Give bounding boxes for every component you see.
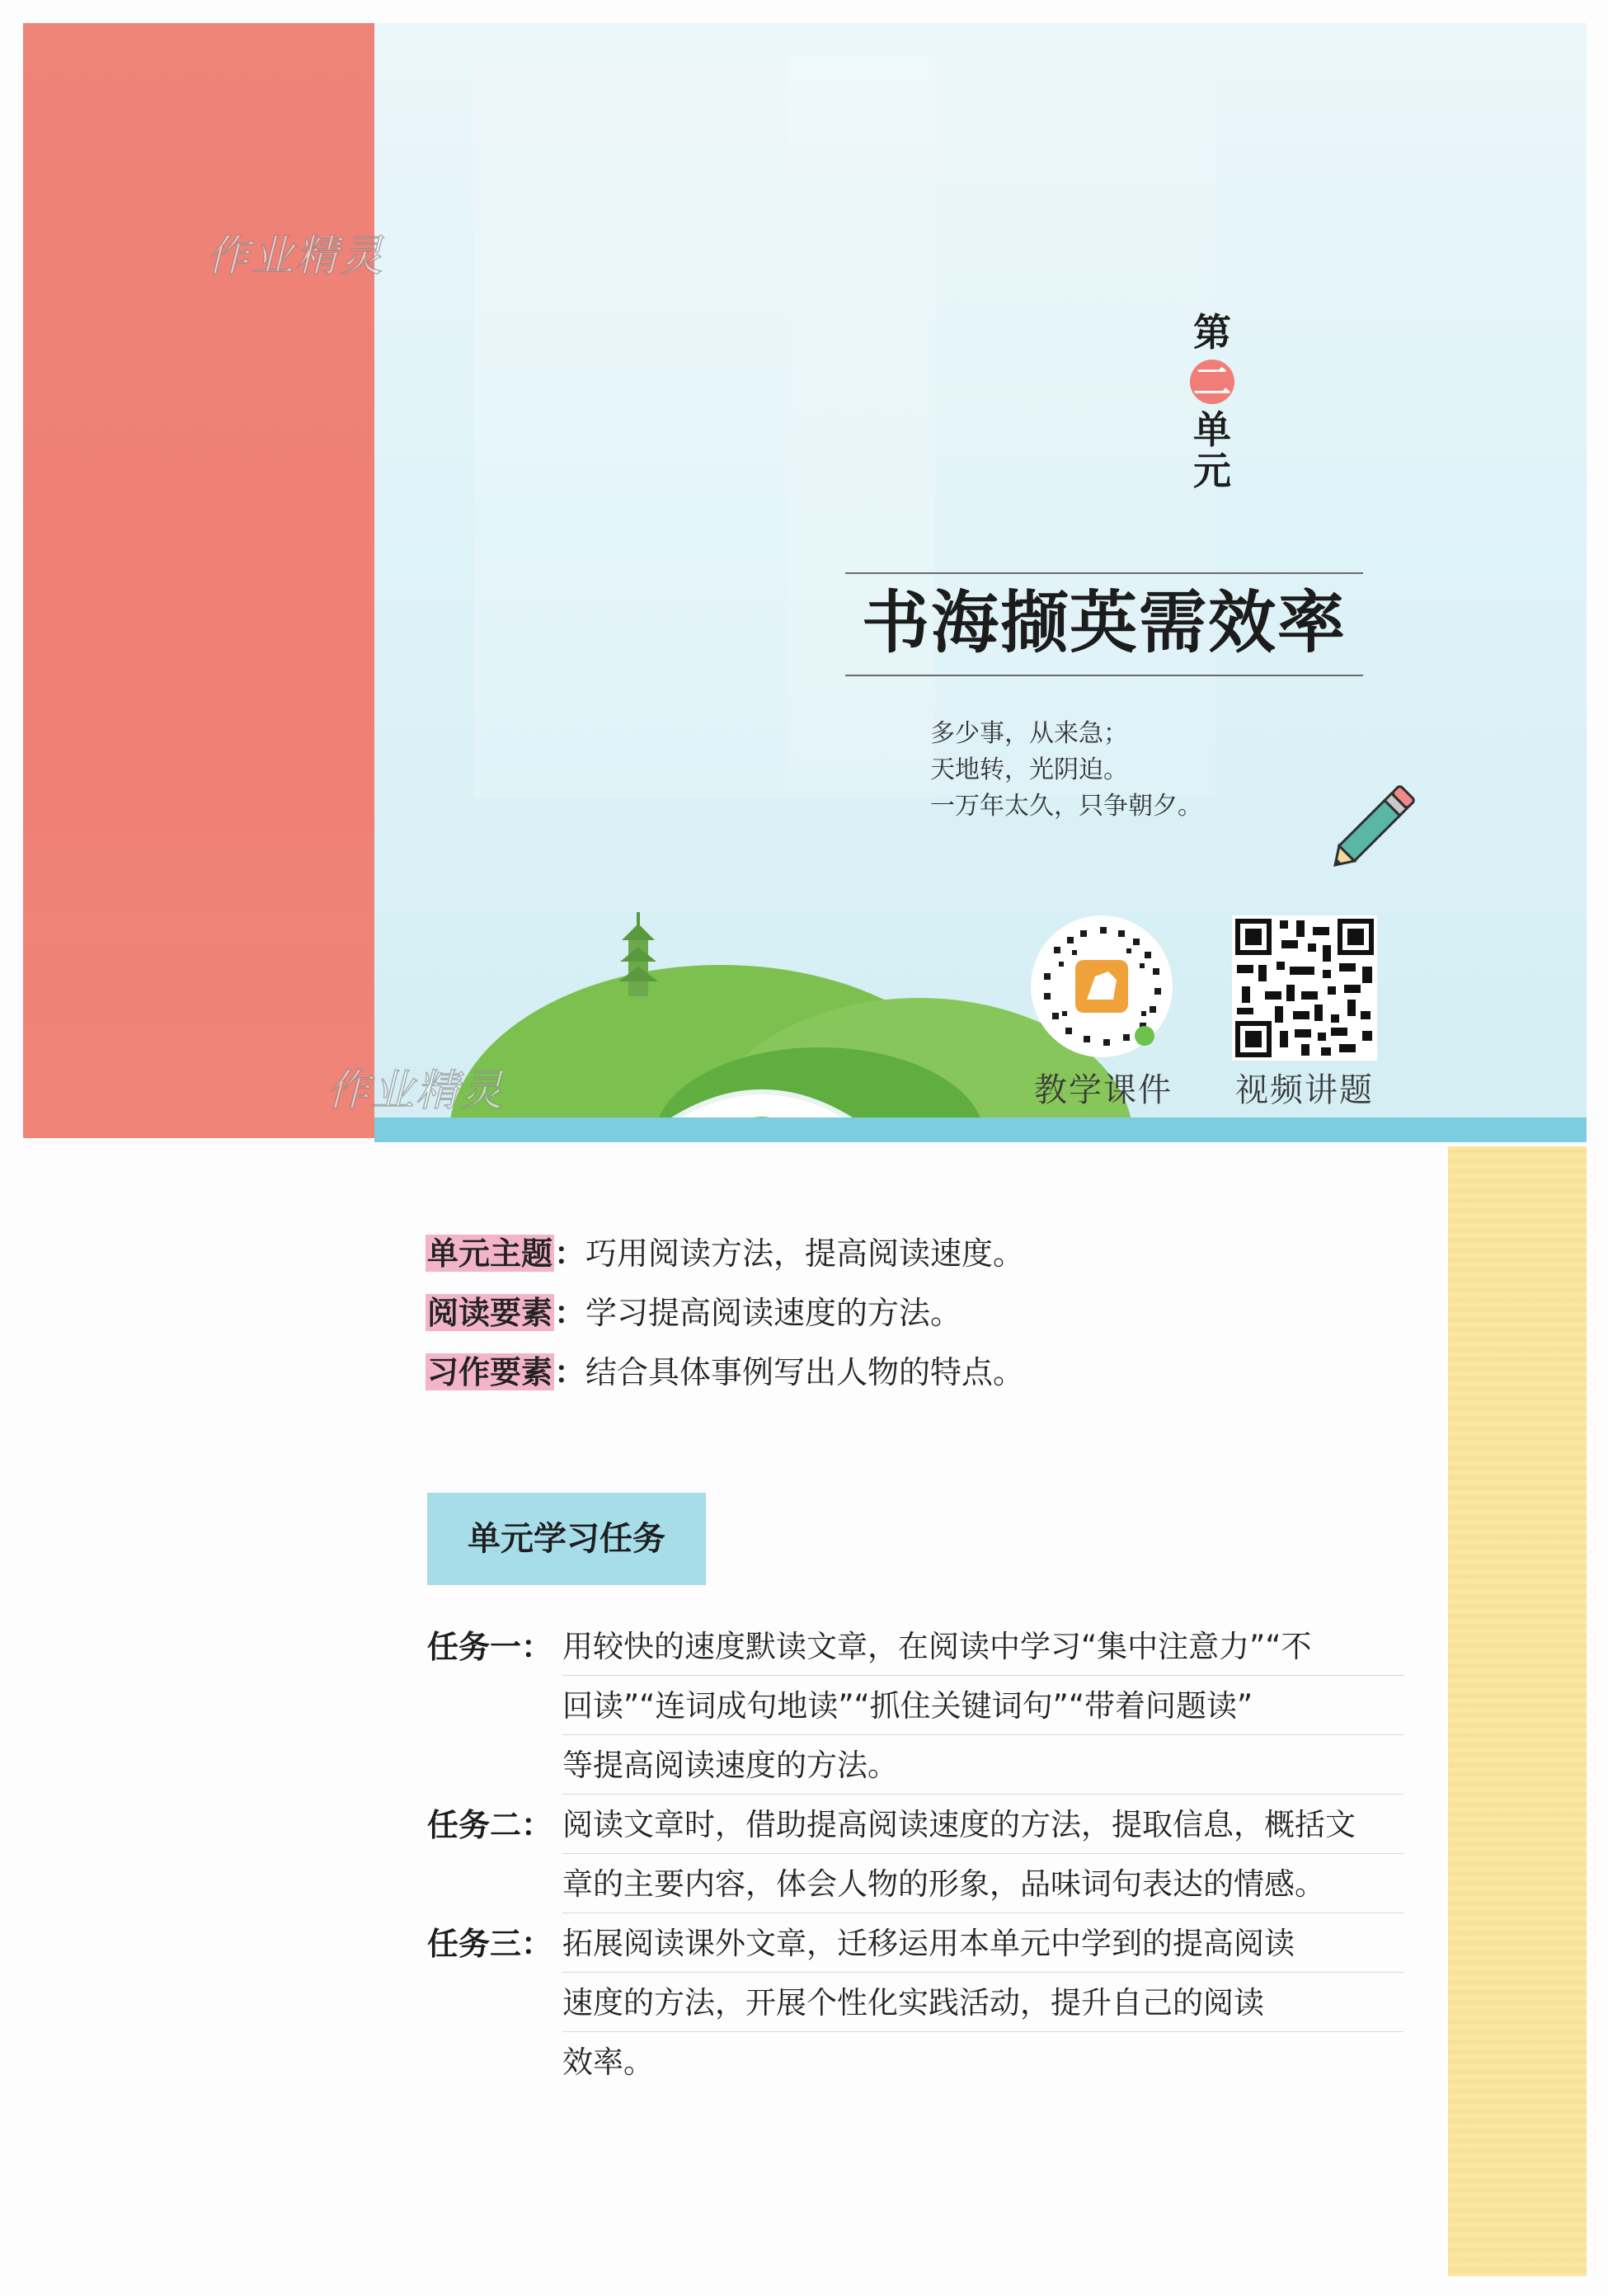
poem-line: 天地转，光阴迫。	[930, 755, 1128, 784]
course-qr-label: 教学课件	[1034, 1071, 1173, 1109]
unit-number-label	[1175, 310, 1249, 493]
element-text: 结合具体事例写出人物的特点。	[585, 1354, 1025, 1390]
poem-line: 一万年太久，只争朝夕。	[930, 792, 1202, 821]
unit-prefix: 第	[1193, 310, 1231, 355]
task-line: 章的主要内容，体会人物的形象，品味词句表达的情感。	[562, 1856, 1403, 1913]
task-line: 等提高阅读速度的方法。	[562, 1737, 1403, 1795]
element-reading: 阅读要素：学习提高阅读速度的方法。	[427, 1294, 962, 1331]
unit-suffix-1: 单	[1193, 407, 1231, 452]
task-line: 拓展阅读课外文章，迁移运用本单元中学到的提高阅读	[562, 1915, 1403, 1973]
tasks-heading: 单元学习任务	[468, 1519, 665, 1558]
page-side-strip	[1448, 1146, 1587, 2276]
video-qr-label: 视频讲题	[1235, 1071, 1374, 1109]
element-key: 单元主题	[427, 1235, 553, 1272]
watermark-text: 作业精灵	[327, 1066, 505, 1116]
task-line: 阅读文章时，借助提高阅读速度的方法，提取信息，概括文	[562, 1796, 1403, 1854]
video-qr-code[interactable]	[1232, 915, 1377, 1061]
element-text: 学习提高阅读速度的方法。	[585, 1295, 962, 1331]
element-writing: 习作要素：结合具体事例写出人物的特点。	[427, 1353, 1025, 1390]
element-key: 习作要素	[427, 1353, 553, 1390]
task-label: 任务一：	[427, 1628, 553, 1665]
element-key: 阅读要素	[427, 1294, 553, 1331]
unit-title: 书海撷英需效率	[861, 584, 1347, 662]
course-qr-code[interactable]	[1029, 914, 1174, 1059]
task-label: 任务二：	[427, 1806, 553, 1843]
task-line: 速度的方法，开展个性化实践活动，提升自己的阅读	[562, 1974, 1403, 2032]
title-rule-top	[845, 572, 1363, 574]
element-theme: 单元主题：巧用阅读方法，提高阅读速度。	[427, 1235, 1025, 1272]
watermark-text: 作业精灵	[206, 232, 385, 281]
unit-suffix-2: 元	[1193, 449, 1231, 493]
task-line: 效率。	[562, 2044, 654, 2080]
poem-line: 多少事，从来急；	[930, 719, 1128, 748]
cover-bottom-band	[374, 1117, 1587, 1142]
task-line: 用较快的速度默读文章，在阅读中学习“集中注意力”“不	[562, 1618, 1403, 1676]
element-text: 巧用阅读方法，提高阅读速度。	[585, 1235, 1025, 1272]
task-label: 任务三：	[427, 1925, 553, 1962]
poem	[930, 716, 1260, 825]
pencil-icon	[1319, 774, 1427, 881]
cover-red-strip	[23, 23, 374, 1138]
title-rule-bottom	[845, 675, 1363, 676]
unit-number-badge: 二	[1190, 360, 1234, 404]
task-line: 回读”“连词成句地读”“抓住关键词句”“带着问题读”	[562, 1677, 1403, 1735]
